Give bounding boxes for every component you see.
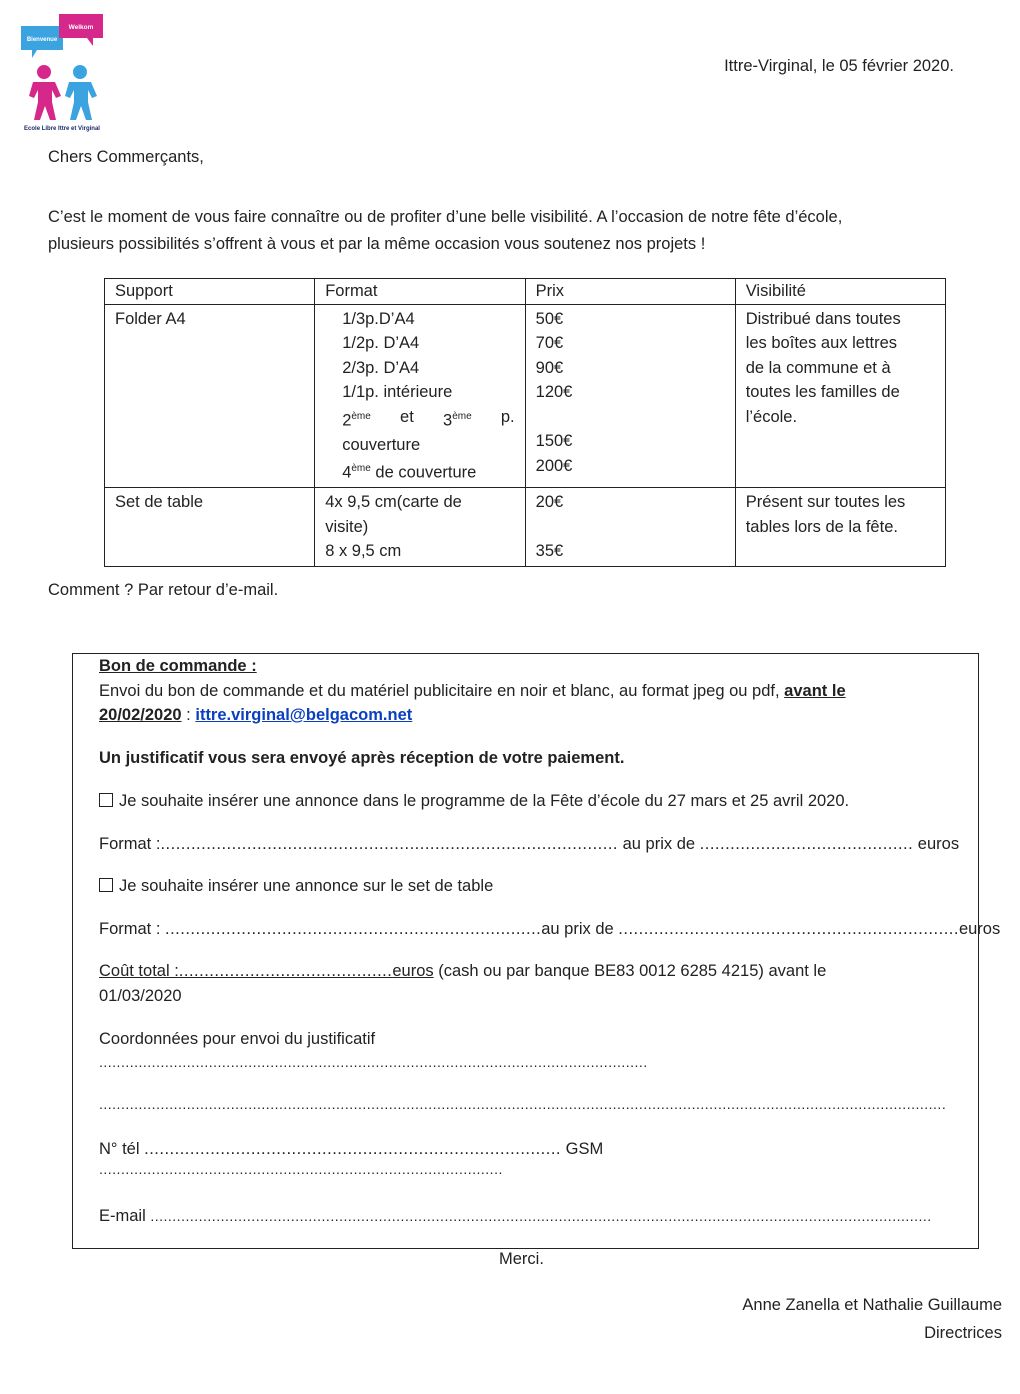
folder-visibility (735, 304, 945, 488)
format-line: 8 x 9,5 cm (325, 542, 402, 560)
coord-label: Coordonnées pour envoi du justificatif (99, 1030, 376, 1048)
table-header-row (105, 279, 946, 305)
prix-label: au prix de (618, 835, 700, 853)
format-p: p. (500, 407, 515, 426)
option-program-label: Je souhaite insérer une annonce dans le programme de la Fête d’école du 27 mars et 25 avril 2020. (119, 792, 850, 810)
price: 90€ (535, 358, 564, 377)
email-line (99, 1207, 932, 1226)
format-line: 4x 9,5 cm(carte de (325, 493, 462, 511)
total-line (99, 962, 826, 981)
price (536, 515, 725, 540)
merci: Merci. (499, 1250, 544, 1268)
table-row-folder (105, 304, 946, 488)
school-logo (18, 12, 114, 136)
price (536, 405, 725, 430)
total-euros: euros (392, 962, 434, 980)
svg-text:Bienvenue: Bienvenue (26, 37, 58, 43)
comment-line: Comment ? Par retour d’e-mail. (48, 581, 279, 599)
header-format: Format (315, 279, 525, 305)
folder-support: Folder A4 (105, 304, 315, 488)
format-et: et (400, 407, 414, 426)
visibility-line: les boîtes aux lettres (745, 334, 898, 352)
deadline-date: 20/02/2020 (99, 706, 182, 724)
set-visibility (735, 488, 945, 567)
total-date: 01/03/2020 (99, 987, 182, 1005)
euros-label: euros (913, 835, 960, 853)
letter-date: Ittre-Virginal, le 05 février 2020. (724, 57, 954, 75)
send-text: Envoi du bon de commande et du matériel publicitaire en noir et blanc, au format jpeg ou pdf, (99, 682, 785, 700)
price: 150€ (535, 432, 573, 450)
price: 120€ (535, 383, 573, 401)
intro-line-1: C’est le moment de vous faire connaître ou de profiter d’une belle visibilité. A l’occasion de notre fête d’école, (48, 208, 843, 226)
euros-label: euros (958, 920, 1001, 938)
visibility-line: toutes les familles de (745, 383, 900, 401)
header-visibilite: Visibilité (735, 279, 945, 305)
table-row-set (105, 488, 946, 567)
header-support: Support (105, 279, 315, 305)
visibility-line: l’école. (745, 407, 798, 426)
folder-formats (315, 304, 525, 488)
format-line-4eme: 4ème de couverture (342, 463, 477, 482)
price: 200€ (535, 456, 573, 475)
visibility-line: de la commune et à (745, 358, 891, 377)
signatories: Anne Zanella et Nathalie Guillaume (742, 1296, 1002, 1314)
total-label: Coût total : (99, 962, 179, 980)
visibility-line: tables lors de la fête. (745, 517, 898, 536)
format2-field[interactable]: .......................................................................... (165, 920, 542, 938)
svg-text:Welkom: Welkom (68, 24, 94, 31)
prix2-field[interactable]: ................................................................... (618, 920, 959, 938)
gsm-field[interactable]: ............................................................................................ (99, 1161, 503, 1177)
set-prices (525, 488, 735, 567)
justif-note: Un justificatif vous sera envoyé après réception de votre paiement. (99, 749, 625, 767)
svg-text:Ecole Libre Ittre et Virginal: Ecole Libre Ittre et Virginal (24, 126, 100, 132)
format-line: 1/3p.D’A4 (342, 309, 415, 328)
set-formats (315, 488, 525, 567)
total-field[interactable]: .......................................... (178, 962, 393, 980)
email-link[interactable]: ittre.virginal@belgacom.net (195, 706, 413, 724)
format-line: couverture (342, 435, 421, 454)
prix1-field[interactable]: .......................................... (699, 835, 914, 853)
email-label: E-mail (99, 1207, 151, 1225)
order-send-line (99, 682, 846, 701)
option-set[interactable] (99, 877, 493, 896)
tel-line (99, 1140, 603, 1159)
gsm-label: GSM (561, 1140, 604, 1158)
signatory-role: Directrices (924, 1324, 1002, 1342)
coord-field-1[interactable]: ............................................................................................................................. (99, 1054, 648, 1070)
visibility-line: Présent sur toutes les (745, 493, 906, 511)
option-set-label: Je souhaite insérer une annonce sur le set de table (119, 877, 494, 895)
intro-line-2: plusieurs possibilités s’offrent à vous et par la même occasion vous soutenez nos projets ! (48, 235, 706, 253)
checkbox-set[interactable] (99, 878, 113, 892)
option-program[interactable] (99, 792, 849, 811)
format1-label: Format : (99, 835, 161, 853)
total-underlined (99, 962, 434, 980)
format-line: 1/1p. intérieure (342, 383, 453, 401)
price: 20€ (535, 493, 564, 511)
header-prix: Prix (525, 279, 735, 305)
prix-label: au prix de (541, 920, 619, 938)
format1-field[interactable]: .......................................................................................... (160, 835, 619, 853)
tel-field[interactable]: .................................................................................. (144, 1140, 562, 1158)
checkbox-program[interactable] (99, 793, 113, 807)
format2-label: Format : (99, 920, 166, 938)
email-field[interactable]: .................................................................................................................................................................................. (150, 1208, 932, 1224)
coord-field-2[interactable]: ................................................................................................................................................................................................. (99, 1096, 947, 1112)
visibility-line: Distribué dans toutes (745, 309, 901, 328)
school-logo-graphic (18, 12, 114, 136)
ordinal-2eme: 2ème (342, 410, 371, 429)
order-title: Bon de commande : (99, 657, 257, 675)
greeting: Chers Commerçants, (48, 148, 204, 166)
order-form (72, 653, 1001, 1249)
ordinal-3eme: 3ème (443, 410, 472, 429)
format2-line (99, 920, 1000, 939)
format-line-2eme-3eme (325, 405, 514, 433)
format-line: 1/2p. D’A4 (342, 334, 420, 352)
format-line: 2/3p. D’A4 (342, 358, 420, 377)
price: 35€ (535, 542, 564, 560)
deadline-part1: avant le (784, 682, 846, 700)
set-support: Set de table (105, 488, 315, 567)
colon: : (181, 706, 196, 724)
order-email-line (99, 706, 412, 725)
format-line: visite) (325, 517, 369, 536)
price: 70€ (535, 334, 564, 352)
intro-paragraph (48, 204, 968, 258)
folder-prices (525, 304, 735, 488)
total-payment-info: (cash ou par banque BE83 0012 6285 4215) avant le (433, 962, 827, 980)
format1-line (99, 835, 959, 854)
tel-label: N° tél (99, 1140, 145, 1158)
pricing-table (104, 278, 946, 567)
price: 50€ (535, 309, 564, 328)
